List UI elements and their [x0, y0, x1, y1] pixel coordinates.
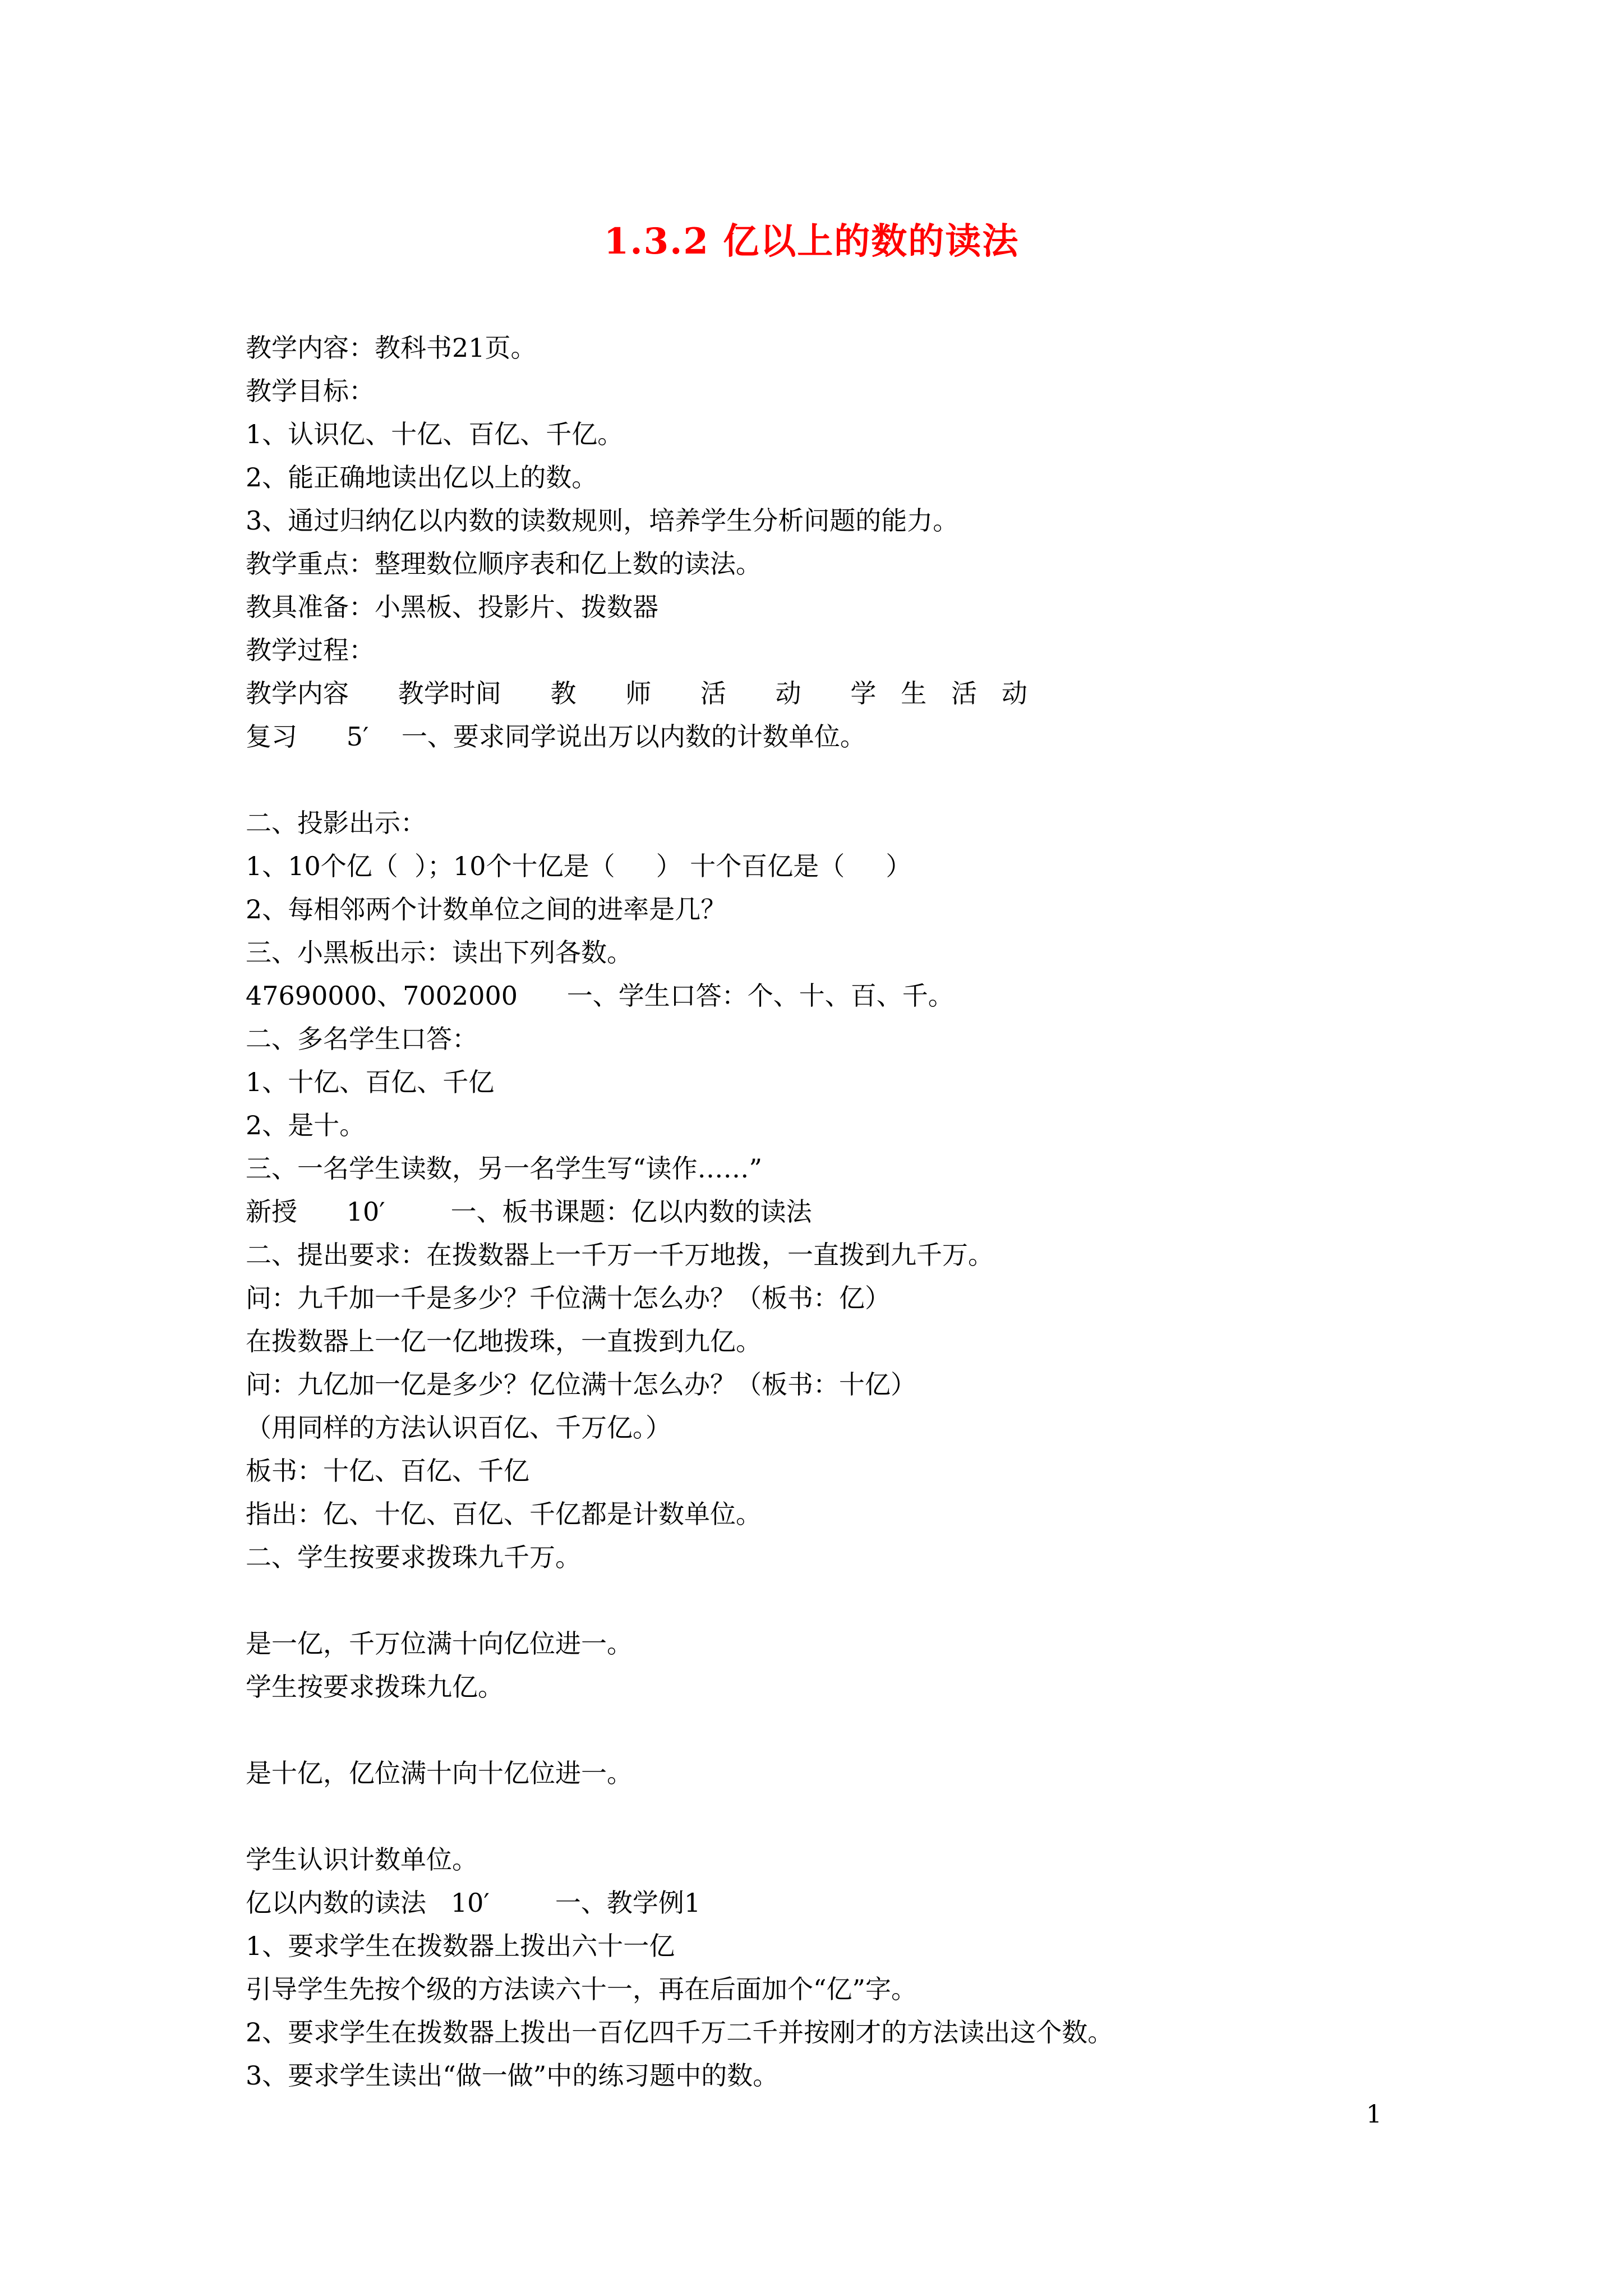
text-line: 是十亿，亿位满十向十亿位进一。	[246, 1758, 633, 1788]
text-line: 板书：十亿、百亿、千亿	[246, 1456, 529, 1486]
text-line: 3、要求学生读出“做一做”中的练习题中的数。	[246, 2060, 779, 2091]
text-line: 1、十亿、百亿、千亿	[246, 1067, 495, 1097]
text-line: 学生按要求拨珠九亿。	[246, 1672, 504, 1702]
text-line: 2、能正确地读出亿以上的数。	[246, 462, 598, 493]
text-line: 教具准备：小黑板、投影片、拨数器	[246, 592, 658, 622]
text-line: 是一亿，千万位满十向亿位进一。	[246, 1628, 633, 1659]
text-line: 二、学生按要求拨珠九千万。	[246, 1542, 581, 1572]
text-line: 二、投影出示：	[246, 808, 426, 838]
blank-line	[246, 1709, 1423, 1752]
page-number: 1	[1366, 2100, 1382, 2129]
text-line: 三、小黑板出示：读出下列各数。	[246, 937, 633, 968]
text-line: 1、认识亿、十亿、百亿、千亿。	[246, 419, 624, 449]
text-line: 教学内容：教科书21页。	[246, 333, 537, 363]
blank-line	[246, 758, 1423, 802]
text-line: 2、是十。	[246, 1110, 366, 1140]
text-line: 教学重点：整理数位顺序表和亿上数的读法。	[246, 549, 762, 579]
text-line: 2、每相邻两个计数单位之间的进率是几？	[246, 894, 727, 924]
text-line: 亿以内数的读法 10′ 一、教学例1	[246, 1888, 701, 1918]
text-line: 问：九亿加一亿是多少？亿位满十怎么办？（板书：十亿）	[246, 1369, 916, 1400]
text-line: 1、要求学生在拨数器上拨出六十一亿	[246, 1931, 675, 1961]
text-line: 二、提出要求：在拨数器上一千万一千万地拨，一直拨到九千万。	[246, 1240, 994, 1270]
document-body	[246, 326, 1423, 2097]
text-line: 教学过程：	[246, 635, 375, 665]
text-line: 二、多名学生口答：	[246, 1024, 478, 1054]
blank-line	[246, 1795, 1423, 1838]
text-line: （用同样的方法认识百亿、千万亿。）	[246, 1412, 671, 1443]
text-line: 三、一名学生读数，另一名学生写“读作……”	[246, 1153, 763, 1184]
text-line: 47690000、7002000 一、学生口答：个、十、百、千。	[246, 981, 954, 1011]
text-line: 引导学生先按个级的方法读六十一，再在后面加个“亿”字。	[246, 1974, 917, 2004]
text-line: 复习 5′ 一、要求同学说出万以内数的计数单位。	[246, 721, 866, 752]
page-title: 1.3.2 亿以上的数的读法	[603, 220, 1020, 263]
text-line: 指出：亿、十亿、百亿、千亿都是计数单位。	[246, 1499, 762, 1529]
blank-line	[246, 1579, 1423, 1622]
text-line: 教学内容 教学时间 教 师 活 动 学 生 活 动	[246, 678, 1027, 708]
text-line: 问：九千加一千是多少？千位满十怎么办？（板书：亿）	[246, 1283, 891, 1313]
text-line: 教学目标：	[246, 376, 375, 406]
text-line: 3、通过归纳亿以内数的读数规则，培养学生分析问题的能力。	[246, 505, 959, 536]
text-line: 2、要求学生在拨数器上拨出一百亿四千万二千并按刚才的方法读出这个数。	[246, 2017, 1114, 2047]
text-line: 学生认识计数单位。	[246, 1844, 478, 1875]
text-line: 在拨数器上一亿一亿地拨珠，一直拨到九亿。	[246, 1326, 762, 1356]
text-line: 新授 10′ 一、板书课题：亿以内数的读法	[246, 1197, 812, 1227]
text-line: 1、10个亿（ ）；10个十亿是（ ） 十个百亿是（ ）	[246, 851, 912, 881]
